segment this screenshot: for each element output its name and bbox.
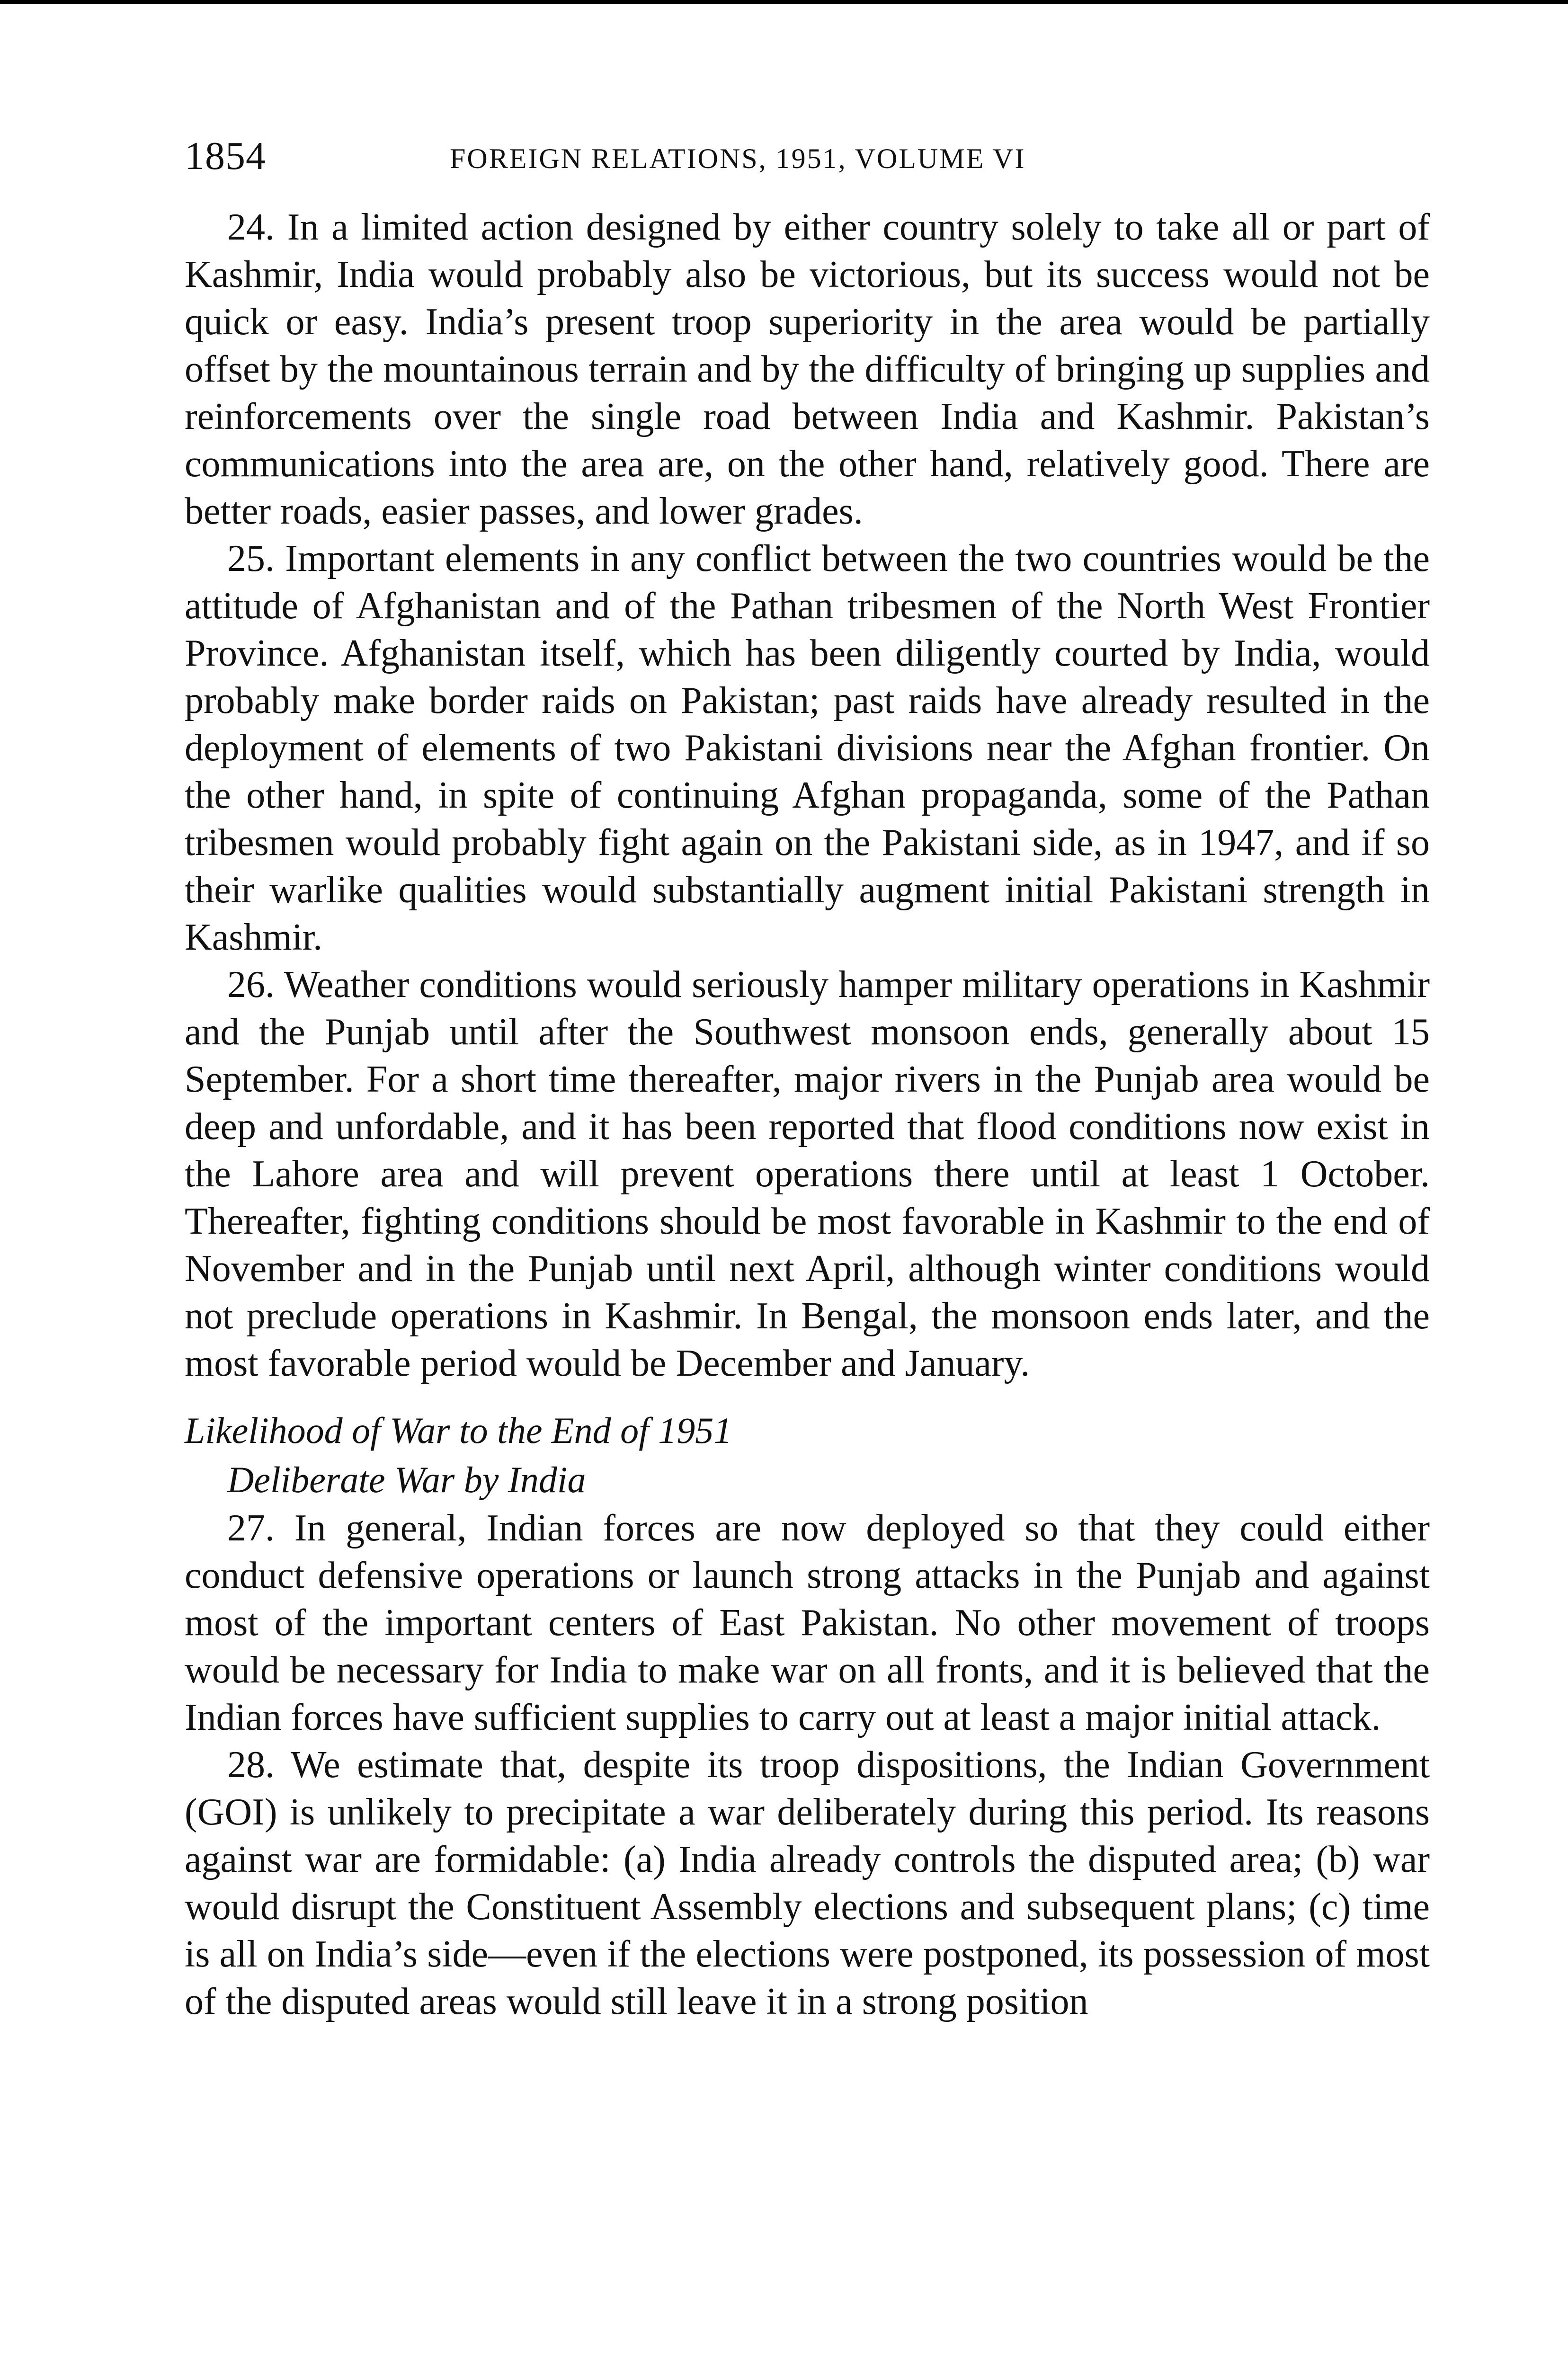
running-head: FOREIGN RELATIONS, 1951, VOLUME VI [450,143,1026,174]
top-border-rule [0,0,1568,4]
section-heading: Likelihood of War to the End of 1951 [185,1410,732,1451]
page-number: 1854 [185,134,266,178]
subsection-heading: Deliberate War by India [227,1459,586,1500]
paragraph-24: 24. In a limited action designed by either country solely to take all or part of Kashmir, India would probably also be victorious, but its success would not be quick or easy. India’s present troop superiority in the area would be partially offset by the mountainous terrain and by the difficulty of bringing up supplies and reinforcements over the single road between India and Kashmir. Pakistan’s communications into the area are, on the other hand, relatively good. There are better roads, easier passes, and lower grades. [185,206,1430,532]
page-header [185,128,1430,185]
paragraph-28: 28. We estimate that, despite its troop dispositions, the Indian Government (GOI) is unlikely to precipitate a war deliberately during this period. Its reasons against war are formidable: (a) India already controls the disputed area; (b) war would disrupt the Constituent Assembly elections and subsequent plans; (c) time is all on India’s side—even if the elections were postponed, its possession of most of the disputed areas would still leave it in a strong position [185,1744,1430,2022]
paragraph-26: 26. Weather conditions would seriously hamper military operations in Kashmir and the Punjab until after the Southwest monsoon ends, generally about 15 September. For a short time thereafter, major rivers in the Punjab area would be deep and unfordable, and it has been reported that flood conditions now exist in the Lahore area and will prevent operations there until at least 1 October. Thereafter, fighting conditions should be most favorable in Kashmir to the end of November and in the Punjab until next April, although winter conditions would not preclude operations in Kashmir. In Bengal, the monsoon ends later, and the most favorable period would be December and January. [185,964,1430,1384]
body-text [185,204,1430,2025]
paragraph-27: 27. In general, Indian forces are now deployed so that they could either conduct defensive operations or launch strong attacks in the Punjab and against most of the important centers of East Pakistan. No other movement of troops would be necessary for India to make war on all fronts, and it is believed that the Indian forces have sufficient supplies to carry out at least a major initial attack. [185,1507,1430,1738]
document-page [185,128,1430,2025]
paragraph-25: 25. Important elements in any conflict between the two countries would be the attitude of Afghanistan and of the Pathan tribesmen of the North West Frontier Province. Afghanistan itself, which has been diligently courted by India, would probably make border raids on Pakistan; past raids have already resulted in the deployment of elements of two Pakistani divisions near the Afghan frontier. On the other hand, in spite of continuing Afghan propaganda, some of the Pathan tribesmen would probably fight again on the Pakistani side, as in 1947, and if so their warlike qualities would substantially augment initial Pakistani strength in Kashmir. [185,538,1430,958]
